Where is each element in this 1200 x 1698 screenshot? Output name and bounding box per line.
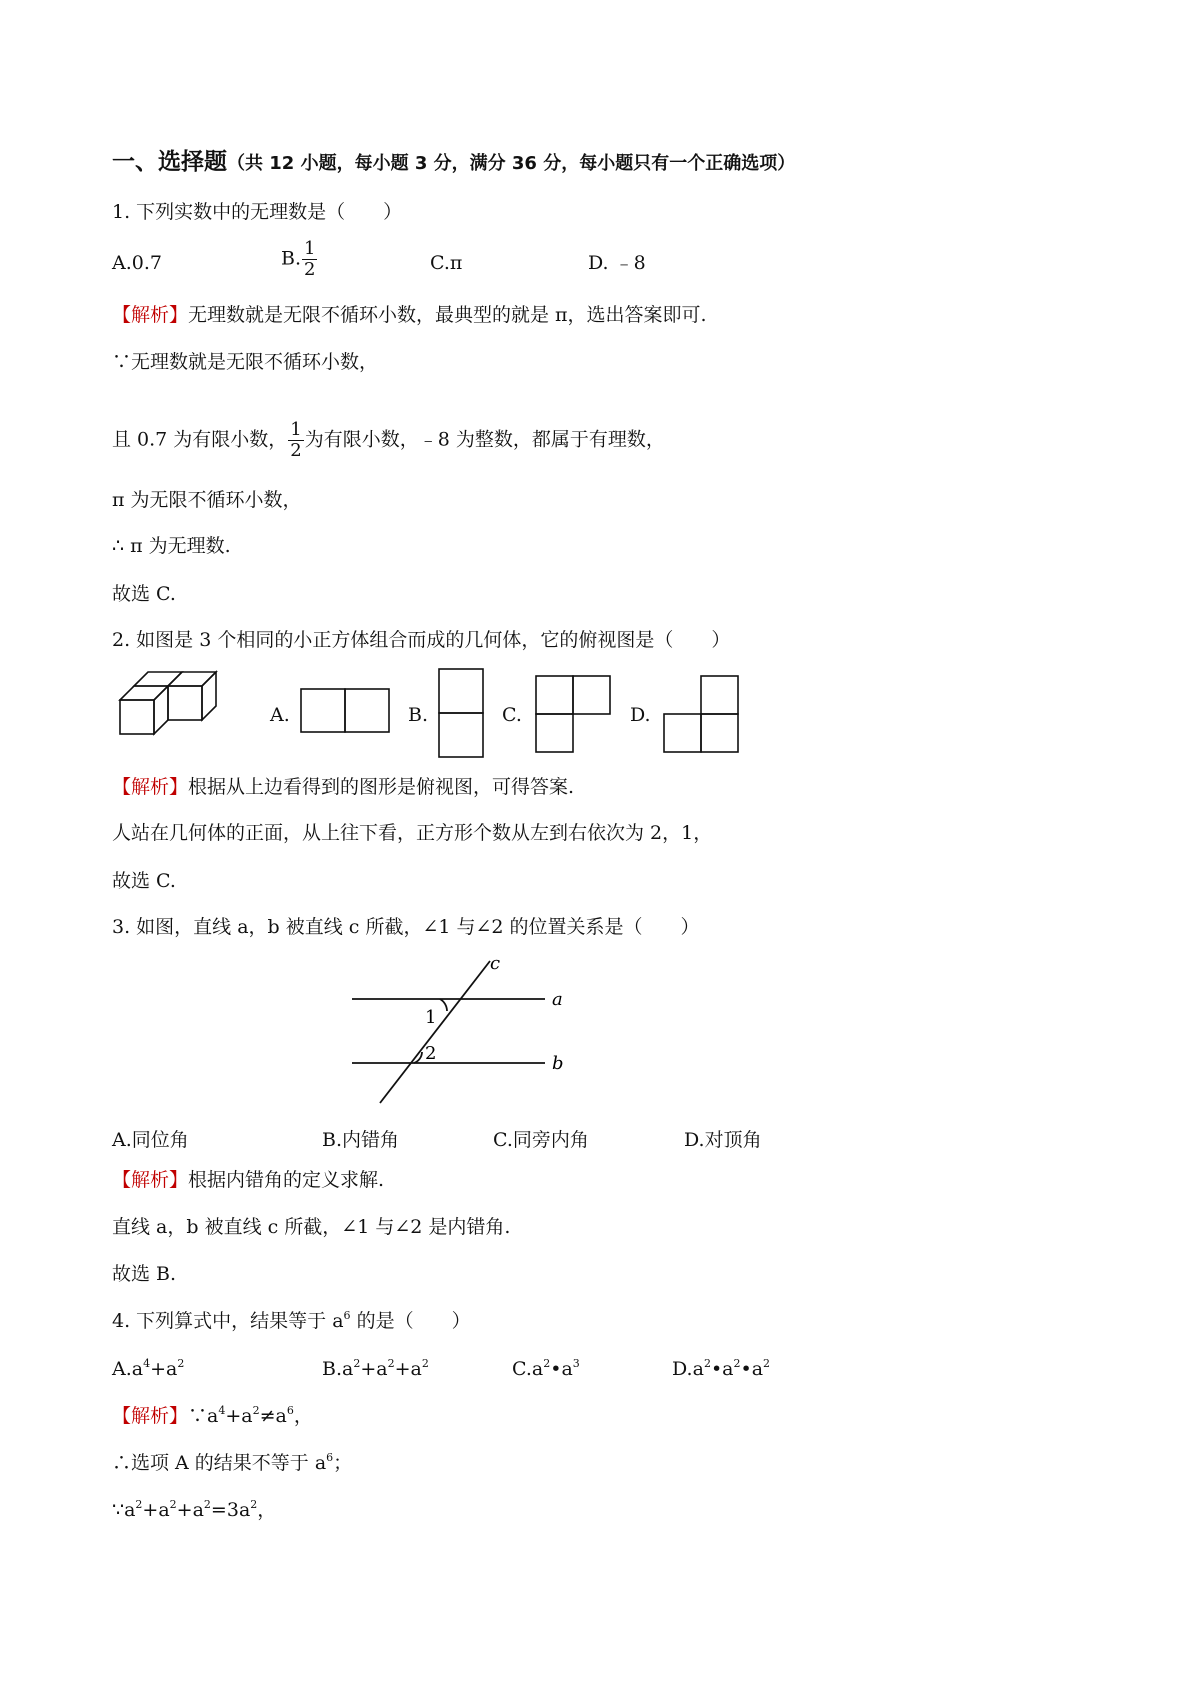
- q3-step-1: 直线 a，b 被直线 c 所截，∠1 与∠2 是内错角.: [112, 1216, 511, 1238]
- exponent: 4: [218, 1404, 226, 1417]
- exponent: 2: [353, 1357, 361, 1370]
- exponent: 2: [703, 1357, 711, 1370]
- q1-step-1: ∵无理数就是无限不循环小数，: [112, 351, 379, 373]
- q4-stem: [112, 1309, 471, 1333]
- q4-step-2: [112, 1451, 352, 1475]
- exponent: 6: [326, 1451, 334, 1464]
- exponent: 6: [343, 1309, 351, 1322]
- q1-conclusion: 故选 C.: [112, 583, 176, 605]
- punctuation: ，: [293, 1405, 313, 1427]
- q3-option-b: B.内错角: [322, 1129, 400, 1151]
- q4-step-3: [112, 1498, 276, 1522]
- square: [664, 714, 701, 752]
- square: [439, 713, 483, 757]
- analysis-tag: 【解析】: [112, 776, 189, 798]
- q1-step-2b: 为有限小数，﹣8 为整数，都属于有理数，: [304, 428, 665, 451]
- q3-analysis: [112, 1168, 384, 1192]
- q3-option-c: C.同旁内角: [493, 1129, 589, 1151]
- fraction-one-half: [288, 420, 303, 461]
- variable: a: [376, 1358, 388, 1380]
- section-title: 一、选择题: [112, 149, 227, 175]
- square: [345, 689, 389, 732]
- q4-analysis: [112, 1404, 313, 1428]
- variable: a: [342, 1358, 354, 1380]
- label-angle-2: 2: [425, 1043, 437, 1064]
- punctuation: ，: [257, 1499, 277, 1521]
- square: [536, 676, 573, 714]
- square: [536, 714, 573, 752]
- exponent: 2: [733, 1357, 741, 1370]
- variable: a: [692, 1358, 704, 1380]
- q3-analysis-text: 根据内错角的定义求解.: [188, 1169, 385, 1191]
- variable: a: [722, 1358, 734, 1380]
- fraction-numerator: 1: [290, 419, 302, 440]
- line-c: [380, 961, 490, 1103]
- q3-stem: 3. 如图，直线 a，b 被直线 c 所截，∠1 与∠2 的位置关系是（ ）: [112, 916, 700, 938]
- q2-option-b-figure: [438, 668, 484, 758]
- q4-option-c: [512, 1357, 580, 1381]
- exponent: 2: [387, 1357, 395, 1370]
- fraction-one-half: [302, 239, 317, 280]
- variable: a: [561, 1358, 573, 1380]
- q3-conclusion: 故选 B.: [112, 1263, 177, 1285]
- q2-option-d-figure: [663, 675, 739, 753]
- q2-option-c-label: C.: [502, 704, 522, 726]
- q1-option-b: [281, 239, 318, 280]
- section-subtitle: （共 12 小题，每小题 3 分，满分 36 分，每小题只有一个正确选项）: [227, 153, 796, 174]
- label-angle-1: 1: [425, 1007, 437, 1028]
- q2-option-d-label: D.: [630, 704, 651, 726]
- exponent: 2: [250, 1498, 258, 1511]
- operator: +: [394, 1358, 411, 1380]
- exponent: 2: [763, 1357, 771, 1370]
- square: [439, 669, 483, 713]
- exponent: 4: [143, 1357, 151, 1370]
- operator: •: [710, 1358, 723, 1380]
- square: [701, 676, 738, 714]
- variable: a: [751, 1358, 764, 1380]
- fraction-numerator: 1: [304, 238, 316, 259]
- operator: =: [210, 1499, 227, 1521]
- q2-analysis-text: 根据从上边看得到的图形是俯视图，可得答案.: [188, 776, 575, 798]
- variable: a: [192, 1499, 204, 1521]
- exponent: 2: [252, 1404, 260, 1417]
- variable: a: [166, 1358, 178, 1380]
- square: [301, 689, 345, 732]
- q1-analysis-text: 无理数就是无限不循环小数，最典型的就是 π，选出答案即可.: [188, 304, 707, 326]
- q1-step-2: [112, 420, 665, 461]
- q2-step-1: 人站在几何体的正面，从上往下看，正方形个数从左到右依次为 2，1，: [112, 822, 713, 844]
- q2-option-b-label: B.: [408, 704, 429, 726]
- q3-option-a: A.同位角: [112, 1129, 189, 1151]
- q1-option-a: A.0.7: [112, 252, 162, 274]
- angle-1-arc: [440, 999, 447, 1011]
- exponent: 2: [169, 1498, 177, 1511]
- exponent: 2: [177, 1357, 185, 1370]
- exponent: 2: [543, 1357, 551, 1370]
- square: [701, 714, 738, 752]
- label-a: a: [552, 989, 563, 1010]
- operator: +: [150, 1358, 167, 1380]
- variable: a: [158, 1499, 170, 1521]
- q1-step-2a: 且 0.7 为有限小数，: [112, 428, 288, 451]
- label-c: c: [490, 953, 501, 974]
- q2-analysis: [112, 775, 574, 799]
- operator: +: [360, 1358, 377, 1380]
- exponent: 2: [203, 1498, 211, 1511]
- variable: a: [238, 1499, 251, 1521]
- operator: +: [142, 1499, 159, 1521]
- fraction-denominator: 2: [290, 440, 302, 461]
- square: [573, 676, 610, 714]
- variable: a: [124, 1499, 136, 1521]
- cube-side-right: [202, 672, 216, 720]
- q1-option-b-prefix: B.: [281, 247, 302, 270]
- q1-analysis: [112, 303, 707, 327]
- variable: a: [241, 1405, 253, 1427]
- exponent: 2: [421, 1357, 429, 1370]
- fraction-denominator: 2: [304, 259, 316, 280]
- cube-side-left: [154, 686, 168, 734]
- q4-stem-prefix: 4. 下列算式中，结果等于 a: [112, 1310, 344, 1332]
- q2-option-a-label: A.: [270, 704, 290, 726]
- cube-front-right: [168, 686, 202, 720]
- operator: •: [740, 1358, 752, 1380]
- variable: a: [207, 1405, 219, 1427]
- q2-solid-figure: [118, 670, 213, 740]
- exponent: 3: [572, 1357, 580, 1370]
- q4-stem-suffix: 的是（ ）: [350, 1310, 471, 1332]
- operator: •: [550, 1358, 562, 1380]
- operator: +: [176, 1499, 193, 1521]
- option-prefix: D.: [672, 1358, 693, 1380]
- variable: a: [531, 1358, 544, 1380]
- q2-option-a-figure: [300, 688, 390, 733]
- q1-option-d: D. ﹣8: [588, 252, 646, 274]
- q1-option-c: C.π: [430, 252, 463, 274]
- exponent: 6: [286, 1404, 294, 1417]
- q4-option-b: [322, 1357, 429, 1381]
- q1-step-3: π 为无限不循环小数，: [112, 489, 302, 511]
- coefficient: 3: [226, 1499, 239, 1521]
- analysis-tag: 【解析】: [112, 1169, 189, 1191]
- punctuation: ；: [333, 1452, 353, 1474]
- label-b: b: [552, 1053, 564, 1074]
- q1-step-4: ∴ π 为无理数.: [112, 535, 231, 557]
- variable: a: [410, 1358, 422, 1380]
- symbol: ∵: [188, 1405, 208, 1427]
- symbol: ∵: [112, 1499, 125, 1521]
- exponent: 2: [135, 1498, 143, 1511]
- q4-option-d: [672, 1357, 770, 1381]
- option-prefix: B.: [322, 1358, 343, 1380]
- q3-figure: [350, 955, 570, 1105]
- q4-option-a: [112, 1357, 184, 1381]
- q3-option-d: D.对顶角: [684, 1129, 762, 1151]
- q2-stem: 2. 如图是 3 个相同的小正方体组合而成的几何体，它的俯视图是（ ）: [112, 629, 731, 651]
- analysis-tag: 【解析】: [112, 304, 189, 326]
- q1-stem: 1. 下列实数中的无理数是（ ）: [112, 201, 403, 223]
- q2-option-c-figure: [535, 675, 611, 753]
- analysis-tag: 【解析】: [112, 1405, 189, 1427]
- q4-step-2-text: ∴选项 A 的结果不等于 a: [112, 1452, 327, 1474]
- section-heading: [112, 150, 795, 176]
- variable: a: [131, 1358, 144, 1380]
- q2-conclusion: 故选 C.: [112, 870, 176, 892]
- cube-front-left: [120, 700, 154, 734]
- operator: ≠: [259, 1405, 276, 1427]
- option-prefix: A.: [112, 1358, 132, 1380]
- operator: +: [225, 1405, 242, 1427]
- variable: a: [275, 1405, 287, 1427]
- option-prefix: C.: [512, 1358, 532, 1380]
